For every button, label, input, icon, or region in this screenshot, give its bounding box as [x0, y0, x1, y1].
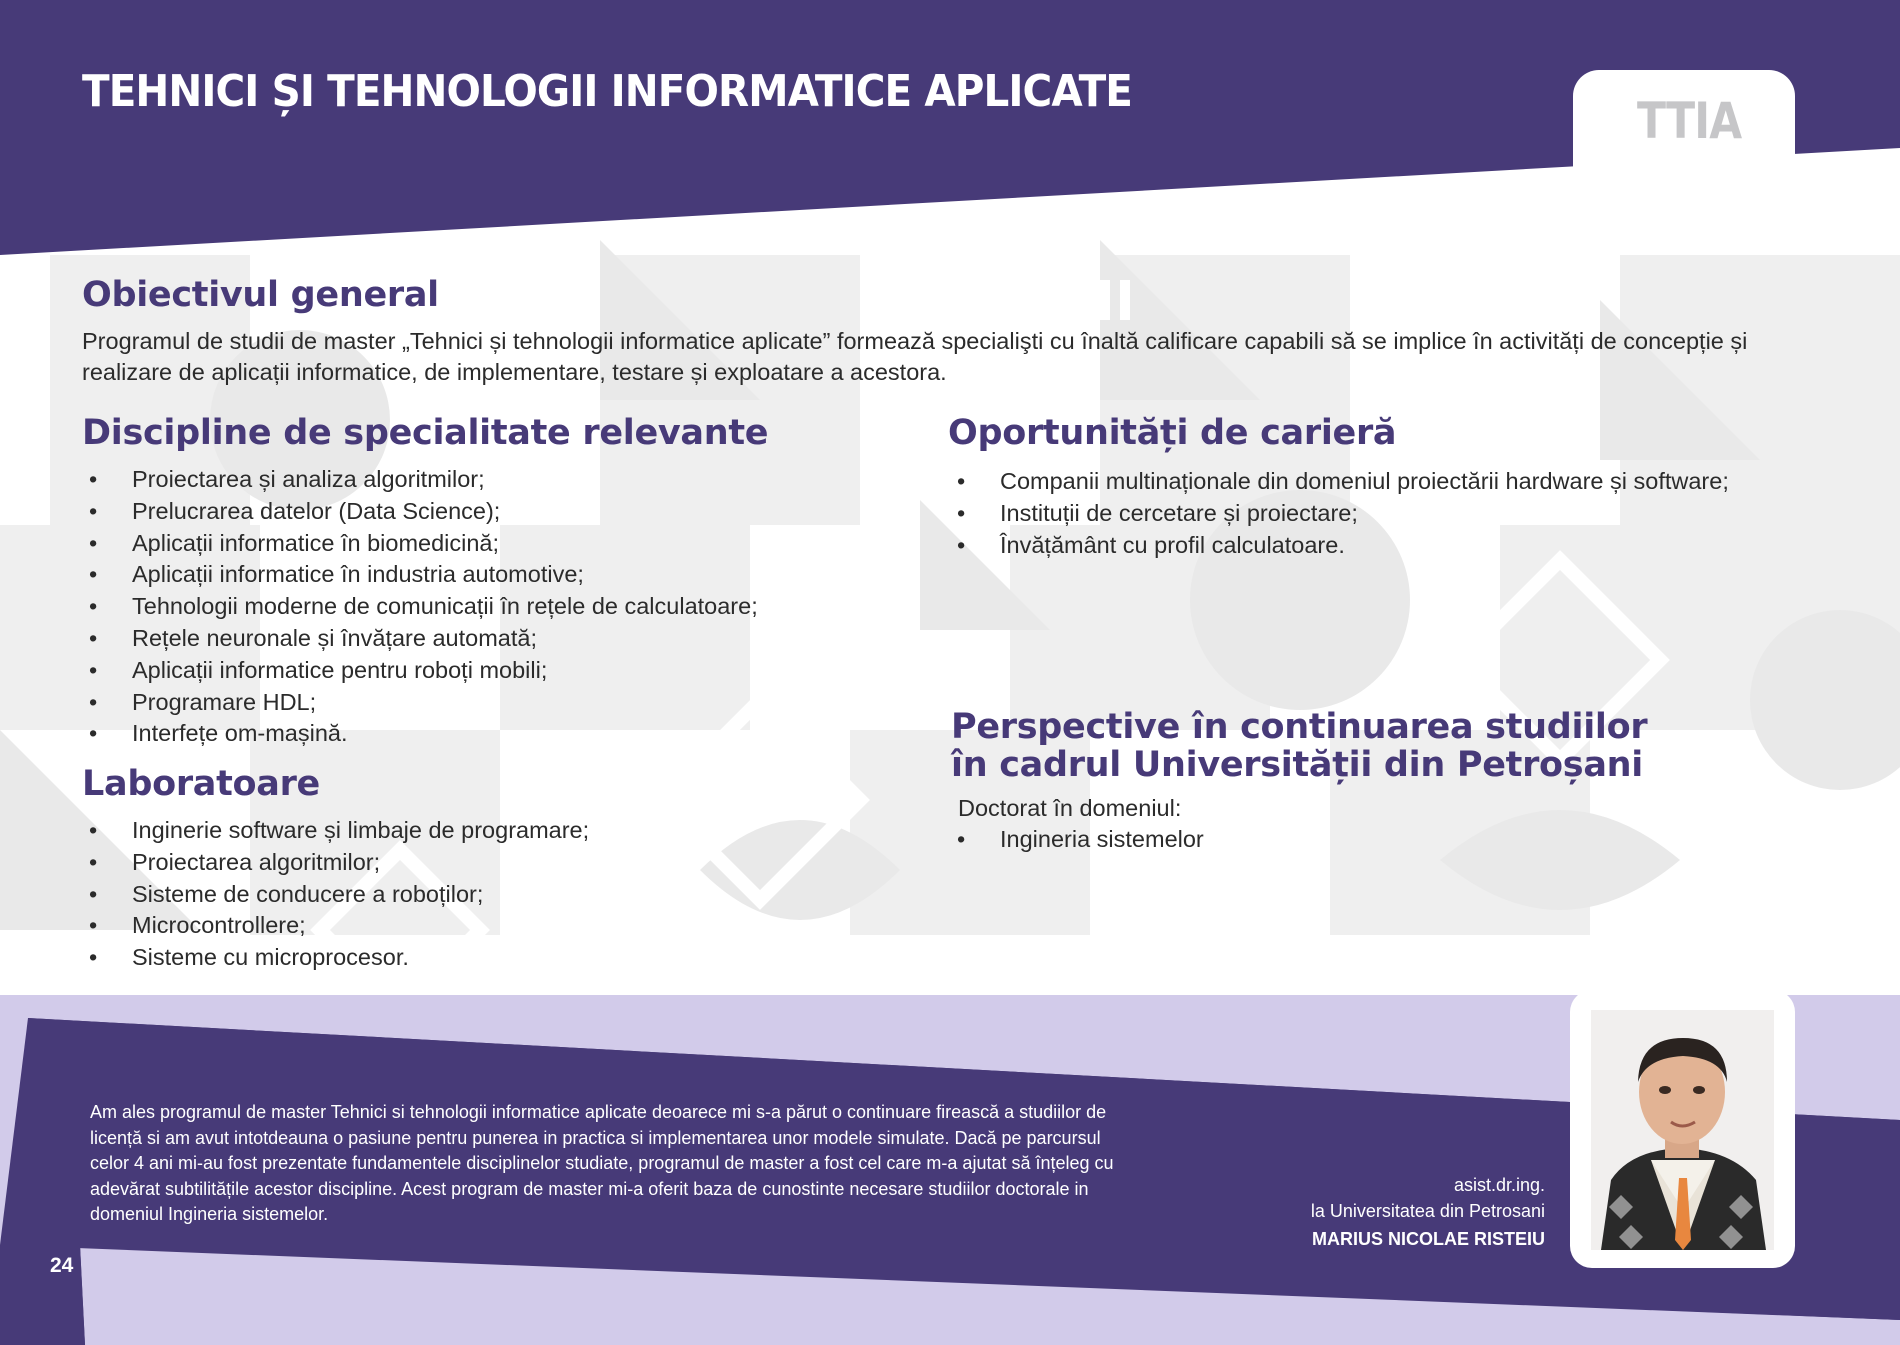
- objective-text: [82, 326, 1832, 388]
- list-item: • Sisteme cu microprocesor.: [82, 942, 589, 974]
- career-heading: Oportunități de carieră: [948, 413, 1397, 453]
- perspectives-list: [950, 824, 1204, 856]
- list-item: • Companii multinaționale din domeniul proiectării hardware și software;: [950, 466, 1729, 498]
- list-item: • Proiectarea algoritmilor;: [82, 847, 589, 879]
- page-title: TEHNICI ȘI TEHNOLOGII INFORMATICE APLICATE: [82, 66, 1133, 117]
- list-item: • Tehnologii moderne de comunicații în rețele de calculatoare;: [82, 591, 758, 623]
- list-item: • Microcontrollere;: [82, 910, 589, 942]
- author-name: MARIUS NICOLAE RISTEIU: [1311, 1229, 1545, 1249]
- list-item: • Sisteme de conducere a roboților;: [82, 879, 589, 911]
- list-item: • Prelucrarea datelor (Data Science);: [82, 496, 758, 528]
- labs-list: [82, 815, 589, 974]
- perspectives-heading-line: Perspective în continuarea studiilor: [951, 707, 1648, 747]
- disciplines-list: [82, 464, 758, 750]
- list-item: • Interfețe om-mașină.: [82, 718, 758, 750]
- list-item: • Proiectarea și analiza algoritmilor;: [82, 464, 758, 496]
- list-item: • Aplicații informatice în industria automotive;: [82, 559, 758, 591]
- portrait-photo: [1591, 1010, 1774, 1250]
- author-affiliation: la Universitatea din Petrosani: [1310, 1201, 1545, 1221]
- objective-heading: Obiectivul general: [82, 275, 439, 315]
- list-item: • Inginerie software și limbaje de programare;: [82, 815, 589, 847]
- page-number: 24: [50, 1254, 74, 1277]
- author-title: asist.dr.ing.: [1453, 1175, 1545, 1195]
- portrait-illustration: [1591, 1010, 1774, 1250]
- career-list: [950, 466, 1729, 561]
- testimonial-author: [1311, 1172, 1545, 1252]
- list-item: • Aplicații informatice pentru roboți mobili;: [82, 655, 758, 687]
- list-item: • Rețele neuronale și învățare automată;: [82, 623, 758, 655]
- disciplines-heading: Discipline de specialitate relevante: [82, 413, 769, 453]
- perspectives-heading-line: în cadrul Universității din Petroșani: [951, 745, 1643, 785]
- testimonial-text: Am ales programul de master Tehnici si tehnologii informatice aplicate deoarece mi s-a părut o continuare firească a studiilor de licență si am avut intotdeauna o pasiune pentru punerea in practica si implementarea unor modele simulate. Dacă pe parcursul celor 4 ani mi-au fost prezentate fundamentele disciplinelor studiate, programul de master a fost cel care m-a ajutat să înțeleg cu adevărat subtilitățile acestor discipline. Acest program de master mi-a oferit baza de cunostinte necesare studiilor doctorale in domeniul Ingineria sistemelor.: [90, 1102, 1114, 1225]
- list-item: • Învățământ cu profil calculatoare.: [950, 530, 1729, 562]
- list-item: • Programare HDL;: [82, 687, 758, 719]
- perspectives-heading: [951, 708, 1647, 784]
- objective-line: realizare de aplicații informatice, de implementare, testare și exploatare a acestora.: [82, 359, 947, 385]
- objective-line: Programul de studii de master „Tehnici și tehnologii informatice aplicate” formează specialişti cu înaltă calificare capabili să se implice în activități de concepție și: [82, 328, 1748, 354]
- list-item: • Aplicații informatice în biomedicină;: [82, 528, 758, 560]
- perspectives-intro: Doctorat în domeniul:: [958, 795, 1182, 821]
- list-item: • Instituții de cercetare și proiectare;: [950, 498, 1729, 530]
- labs-heading: Laboratoare: [82, 764, 320, 804]
- program-badge-label: TTIA: [1637, 92, 1742, 150]
- list-item: • Ingineria sistemelor: [950, 824, 1204, 856]
